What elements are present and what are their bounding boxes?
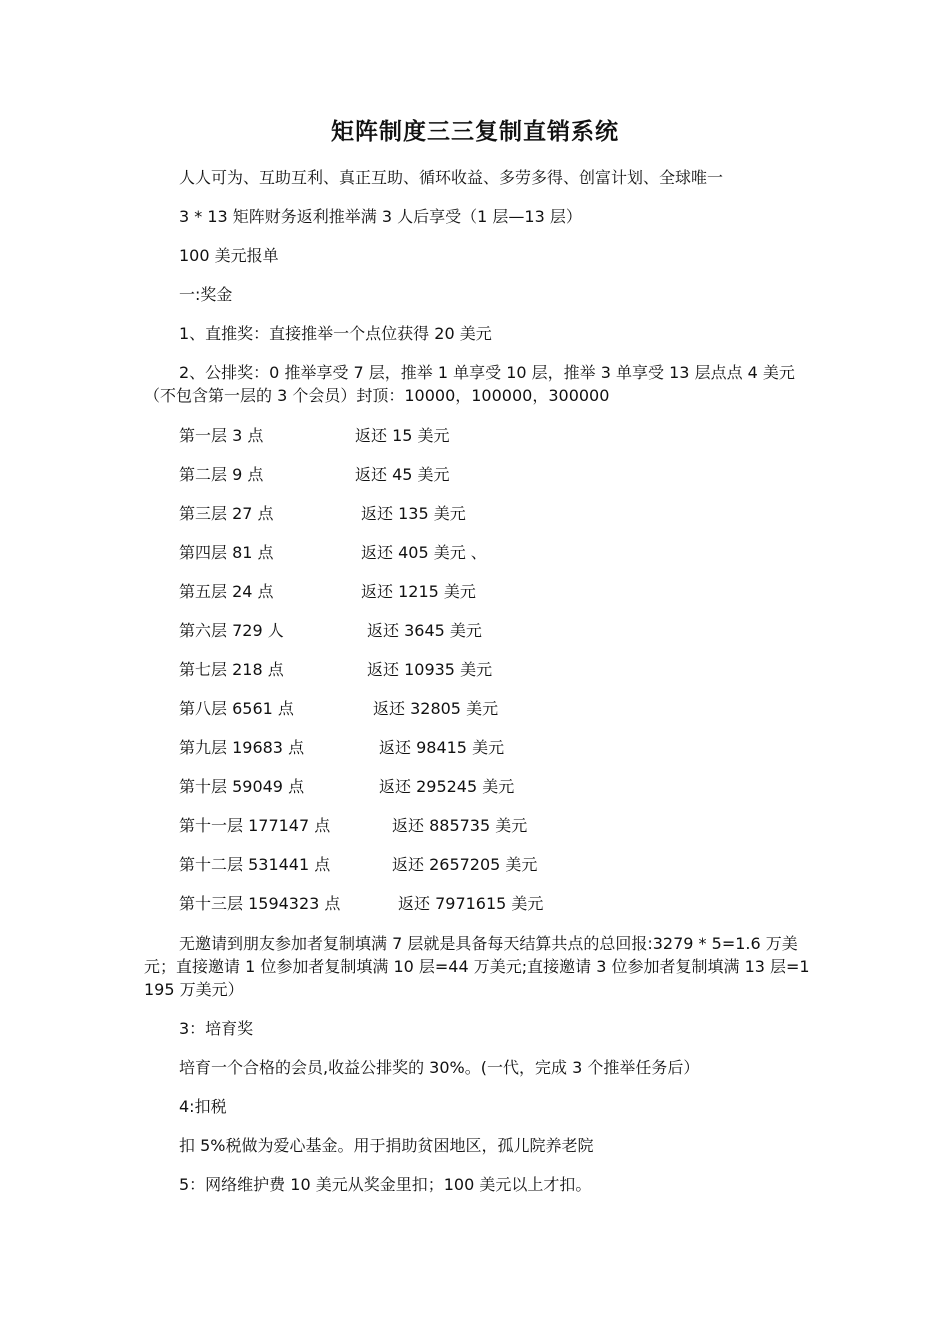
level-5-layer: 第五层 24 点 (179, 582, 274, 601)
level-6-payout: 返还 3645 美元 (367, 621, 482, 640)
cultivate-text: 培育一个合格的会员,收益公排奖的 30%。(一代，完成 3 个推举任务后） (179, 1058, 700, 1077)
level-7-payout: 返还 10935 美元 (367, 660, 493, 679)
level-2-payout: 返还 45 美元 (355, 465, 450, 484)
level-9-layer: 第九层 19683 点 (179, 738, 305, 757)
level-10-payout: 返还 295245 美元 (379, 777, 515, 796)
document-title: 矩阵制度三三复制直销系统 (331, 119, 619, 145)
level-1-payout: 返还 15 美元 (355, 426, 450, 445)
level-1-layer: 第一层 3 点 (179, 426, 264, 445)
level-8-payout: 返还 32805 美元 (373, 699, 499, 718)
level-5-payout: 返还 1215 美元 (361, 582, 476, 601)
level-2-layer: 第二层 9 点 (179, 465, 264, 484)
summary-paragraph: 无邀请到朋友参加者复制填满 7 层就是具备每天结算共点的总回报:3279 * 5=1.6 万美元；直接邀请 1 位参加者复制填满 10 层=44 万美元;直接邀请 3 位参加者复制填满 13 层=1195 万美元） (144, 934, 810, 999)
level-13-layer: 第十三层 1594323 点 (179, 894, 341, 913)
maintenance-fee-line: 5：网络维护费 10 美元从奖金里扣；100 美元以上才扣。 (179, 1175, 592, 1194)
entry-line: 100 美元报单 (179, 246, 279, 265)
level-12-payout: 返还 2657205 美元 (392, 855, 538, 874)
level-4-payout: 返还 405 美元 、 (361, 543, 487, 562)
section-cultivate-heading: 3：培育奖 (179, 1019, 254, 1038)
level-12-layer: 第十二层 531441 点 (179, 855, 331, 874)
tax-text: 扣 5%税做为爱心基金。用于捐助贫困地区，孤儿院养老院 (179, 1136, 594, 1155)
level-8-layer: 第八层 6561 点 (179, 699, 294, 718)
section-bonus-heading: 一:奖金 (179, 285, 233, 304)
level-13-payout: 返还 7971615 美元 (398, 894, 544, 913)
intro-line: 人人可为、互助互利、真正互助、循环收益、多劳多得、创富计划、全球唯一 (179, 168, 724, 187)
level-7-layer: 第七层 218 点 (179, 660, 284, 679)
level-10-layer: 第十层 59049 点 (179, 777, 305, 796)
level-11-layer: 第十一层 177147 点 (179, 816, 331, 835)
level-6-layer: 第六层 729 人 (179, 621, 284, 640)
level-3-layer: 第三层 27 点 (179, 504, 274, 523)
public-bonus-paragraph: 2、公排奖：0 推举享受 7 层，推举 1 单享受 10 层，推举 3 单享受 13 层点点 4 美元（不包含第一层的 3 个会员）封顶：10000，100000，300000 (144, 363, 795, 405)
section-tax-heading: 4:扣税 (179, 1097, 227, 1116)
level-4-layer: 第四层 81 点 (179, 543, 274, 562)
matrix-line: 3 * 13 矩阵财务返利推举满 3 人后享受（1 层—13 层） (179, 207, 582, 226)
level-3-payout: 返还 135 美元 (361, 504, 466, 523)
direct-bonus-line: 1、直推奖：直接推举一个点位获得 20 美元 (179, 324, 492, 343)
level-11-payout: 返还 885735 美元 (392, 816, 528, 835)
level-9-payout: 返还 98415 美元 (379, 738, 505, 757)
